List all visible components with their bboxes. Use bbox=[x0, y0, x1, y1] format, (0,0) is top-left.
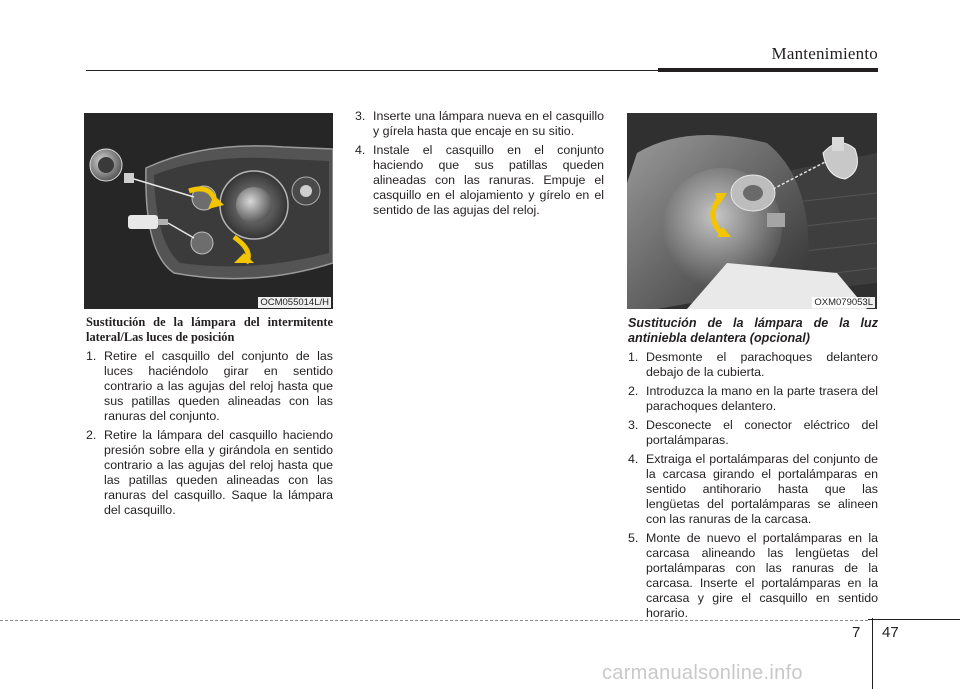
section-heading-fog-lamp: Sustitución de la lámpara de la luz antiniebla delantera (opcional) bbox=[628, 316, 878, 345]
section-heading-side-marker: Sustitución de la lámpara del intermitente lateral/Las luces de posición bbox=[86, 315, 333, 344]
footer-rule-accent bbox=[868, 619, 960, 620]
fog-lamp-illustration bbox=[627, 113, 877, 309]
middle-column bbox=[355, 109, 604, 222]
steps-list-right bbox=[628, 350, 878, 621]
right-column bbox=[628, 316, 878, 625]
list-item: 3. Inserte una lámpara nueva en el casquillo y gírela hasta que encaje en su sitio. bbox=[355, 109, 604, 138]
section-title: Mantenimiento bbox=[771, 44, 878, 63]
footer-divider bbox=[872, 618, 873, 689]
header-rule-accent bbox=[658, 68, 878, 72]
figure-fog-lamp bbox=[627, 113, 877, 309]
figure-side-marker-lamp bbox=[84, 113, 333, 309]
list-item: 4. Instale el casquillo en el conjunto haciendo que sus patillas queden alineadas con las ranuras. Empuje el casquillo en el alojamiento y gírelo en el sentido de las agujas del reloj. bbox=[355, 143, 604, 217]
list-item: 2. Introduzca la mano en la parte trasera del parachoques delantero. bbox=[628, 384, 878, 413]
steps-list-left bbox=[86, 349, 333, 518]
headlamp-illustration bbox=[84, 113, 333, 309]
list-item: 4. Extraiga el portalámparas del conjunto de la carcasa girando el portalámparas en sentido antihorario hasta que las lengüetas del portalámparas se alineen con las ranuras de la carcasa. bbox=[628, 452, 878, 526]
figure-caption-left: OCM055014L/H bbox=[260, 297, 329, 308]
figure-caption-right: OXM079053L bbox=[814, 297, 873, 308]
steps-list-middle bbox=[355, 109, 604, 218]
page-number: 47 bbox=[882, 624, 899, 641]
left-column bbox=[86, 315, 333, 522]
list-item: 1. Retire el casquillo del conjunto de las luces haciéndolo girar en sentido contrario a las agujas del reloj hasta que sus patillas queden alineadas con las ranuras del conjunto. bbox=[86, 349, 333, 423]
chapter-number: 7 bbox=[852, 624, 861, 641]
list-item: 1. Desmonte el parachoques delantero debajo de la cubierta. bbox=[628, 350, 878, 379]
watermark: carmanualsonline.info bbox=[602, 662, 803, 684]
footer-rule bbox=[0, 620, 868, 621]
header-rule bbox=[86, 70, 660, 71]
list-item: 5. Monte de nuevo el portalámparas en la carcasa alineando las lengüetas del portalámparas con las ranuras de la carcasa. Inserte el portalámparas en la carcasa y gire el casquillo en sentido horario. bbox=[628, 531, 878, 620]
list-item: 2. Retire la lámpara del casquillo haciendo presión sobre ella y girándola en sentido contrario a las agujas del reloj hasta que las patillas queden alineadas con las ranuras del casquillo. Saque la lámpara del casquillo. bbox=[86, 428, 333, 517]
list-item: 3. Desconecte el conector eléctrico del portalámparas. bbox=[628, 418, 878, 447]
